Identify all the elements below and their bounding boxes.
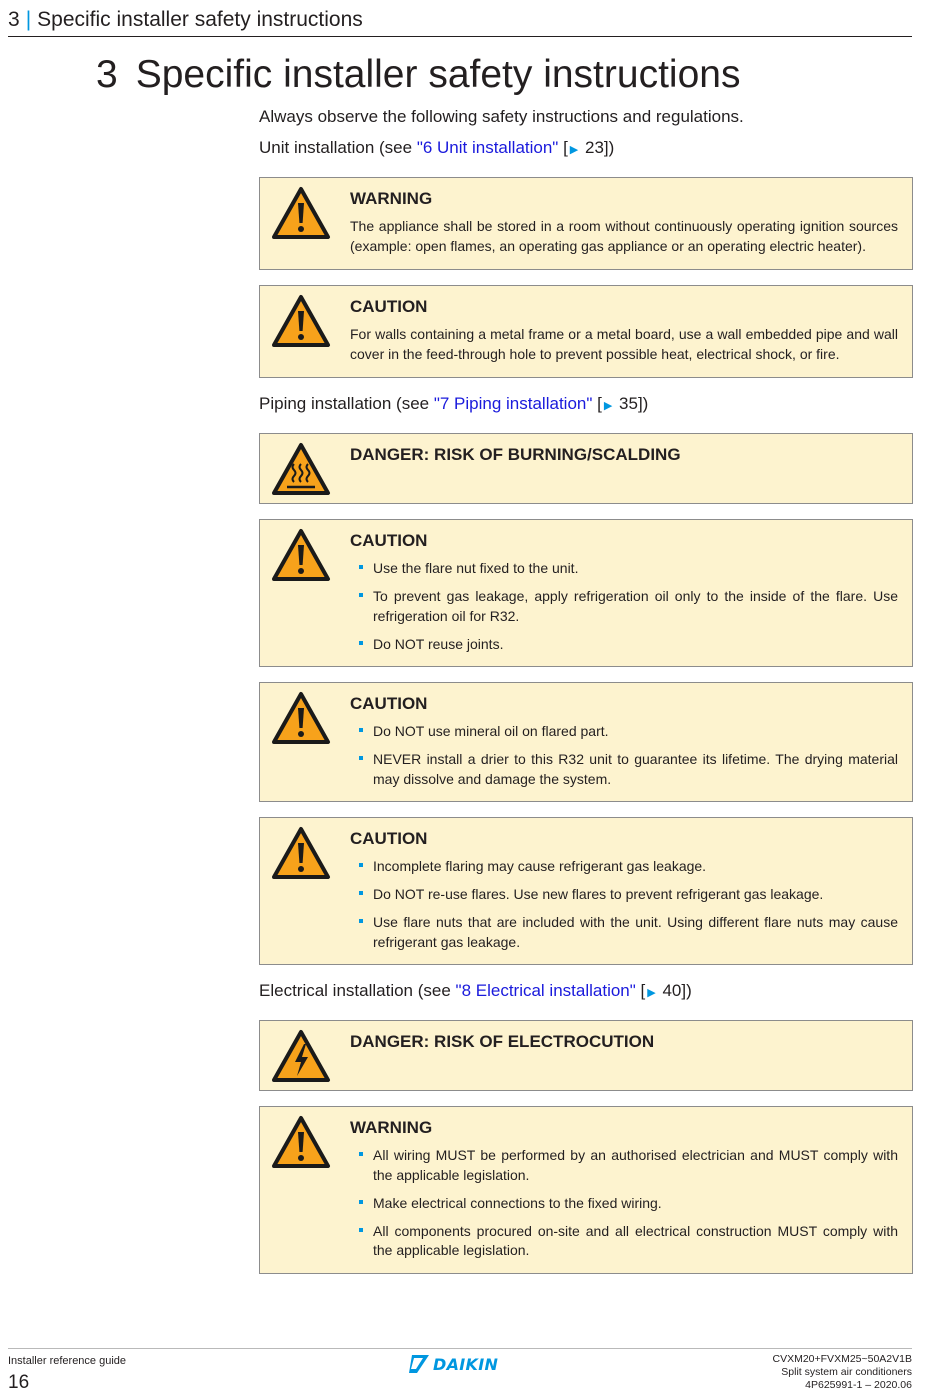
section-reference: [259, 393, 913, 417]
notice-list-item: NEVER install a drier to this R32 unit to guarantee its lifetime. The drying material may dissolve and damage the system.: [350, 750, 898, 789]
footer-divider: [8, 1348, 912, 1349]
section-reference: [259, 137, 913, 161]
warning-icon: [271, 528, 331, 582]
section-reference-bracket-open: [: [635, 981, 646, 1000]
warning-icon: [271, 186, 331, 240]
caution-notice: [259, 519, 913, 667]
notice-title: WARNING: [350, 1118, 433, 1137]
section-reference-link[interactable]: "8 Electrical installation": [455, 981, 636, 1000]
electrical-hazard-icon: [271, 1029, 331, 1083]
warning-icon: [271, 186, 331, 240]
notice-list-item: Use flare nuts that are included with the unit. Using different flare nuts may cause refrigerant gas leakage.: [350, 913, 898, 952]
intro-text: Always observe the following safety instructions and regulations.: [259, 107, 744, 126]
section-reference-prefix: Piping installation (see: [259, 394, 434, 413]
warning-icon: [271, 691, 331, 745]
footer-guide-label: Installer reference guide: [8, 1355, 127, 1367]
warning-icon: [271, 1115, 331, 1169]
notice-list: [350, 857, 898, 952]
warning-icon: [271, 691, 331, 745]
section-reference-bracket-open: [: [558, 138, 568, 157]
notice-title: CAUTION: [350, 531, 428, 550]
caution-notice: [259, 285, 913, 378]
page-arrow-icon: ▶: [569, 144, 579, 156]
section-reference-prefix: Unit installation (see: [259, 138, 417, 157]
page-arrow-icon: ▶: [647, 987, 656, 999]
notice-title: CAUTION: [350, 297, 428, 316]
electrical-hazard-icon: [271, 1029, 331, 1083]
warning-icon: [271, 826, 331, 880]
warning-icon: [271, 528, 331, 582]
notice-list: [350, 559, 898, 654]
section-reference-link[interactable]: "7 Piping installation": [433, 394, 593, 413]
footer-model: CVXM20+FVXM25~50A2V1B: [772, 1353, 912, 1365]
footer-doc-ref: 4P625991-1 – 2020.06: [805, 1379, 912, 1391]
notice-list-item: Do NOT re-use flares. Use new flares to prevent refrigerant gas leakage.: [350, 885, 898, 905]
section-reference-page: 35: [614, 394, 638, 413]
section-reference-prefix: Electrical installation (see: [259, 981, 456, 1000]
chapter-number: 3: [96, 53, 118, 96]
warning-icon: [271, 294, 331, 348]
section-reference-link[interactable]: "6 Unit installation": [416, 138, 559, 157]
notice-text: The appliance shall be stored in a room without continuously operating ignition sources (example: open flames, an operating gas appliance or an operating electric heater).: [350, 218, 898, 254]
running-header-separator: |: [25, 8, 32, 31]
notice-list-item: To prevent gas leakage, apply refrigeration oil only to the inside of the flare. Use refrigeration oil for R32.: [350, 587, 898, 626]
notice-list-item: Use the flare nut fixed to the unit.: [350, 559, 898, 579]
section-reference-page: 40: [657, 981, 682, 1000]
notice-list-item: Do NOT reuse joints.: [350, 635, 898, 655]
hot-surface-icon: [271, 442, 331, 496]
footer-product: Split system air conditioners: [781, 1366, 912, 1378]
danger-notice: [259, 1020, 913, 1091]
section-reference-bracket-open: [: [592, 394, 602, 413]
notice-list-item: Incomplete flaring may cause refrigerant gas leakage.: [350, 857, 898, 877]
notice-title: DANGER: RISK OF ELECTROCUTION: [350, 1032, 655, 1051]
notice-title: DANGER: RISK OF BURNING/SCALDING: [350, 445, 681, 464]
warning-icon: [271, 826, 331, 880]
caution-notice: [259, 682, 913, 802]
notice-list-item: Do NOT use mineral oil on flared part.: [350, 722, 898, 742]
running-header-title: Specific installer safety instructions: [37, 8, 363, 31]
section-reference-bracket-close: ]): [603, 138, 615, 157]
notice-list-item: Make electrical connections to the fixed wiring.: [350, 1194, 898, 1214]
notice-list: [350, 1146, 898, 1261]
caution-notice: [259, 817, 913, 965]
hot-surface-icon: [271, 442, 331, 496]
daikin-logo-text: DAIKIN: [433, 1354, 499, 1374]
notice-text: For walls containing a metal frame or a metal board, use a wall embedded pipe and wall cover in the feed-through hole to prevent possible heat, electrical shock, or fire.: [350, 326, 898, 362]
section-reference-bracket-close: ]): [637, 394, 649, 413]
page-arrow-icon: ▶: [603, 400, 613, 412]
section-reference: [259, 980, 913, 1004]
notice-title: WARNING: [350, 189, 433, 208]
notice-list-item: All components procured on-site and all electrical construction MUST comply with the applicable legislation.: [350, 1222, 898, 1261]
footer-doc-info: [773, 1353, 913, 1392]
daikin-logo: [408, 1352, 512, 1376]
warning-notice: [259, 177, 913, 270]
warning-notice: [259, 1106, 913, 1274]
daikin-logo-mark-icon: [408, 1354, 430, 1374]
section-reference-page: 23: [580, 138, 604, 157]
chapter-title-text: Specific installer safety instructions: [135, 53, 741, 96]
running-header: [8, 6, 912, 37]
notice-title: CAUTION: [350, 694, 428, 713]
footer-page-number: 16: [8, 1372, 30, 1393]
chapter-title: [96, 50, 740, 100]
notice-list-item: All wiring MUST be performed by an authorised electrician and MUST comply with the applicable legislation.: [350, 1146, 898, 1185]
notice-list: [350, 722, 898, 789]
warning-icon: [271, 294, 331, 348]
notice-title: CAUTION: [350, 829, 428, 848]
main-content: [259, 106, 913, 1289]
section-reference-bracket-close: ]): [681, 981, 692, 1000]
warning-icon: [271, 1115, 331, 1169]
running-header-chapter-number: 3: [8, 8, 20, 31]
danger-notice: [259, 433, 913, 504]
